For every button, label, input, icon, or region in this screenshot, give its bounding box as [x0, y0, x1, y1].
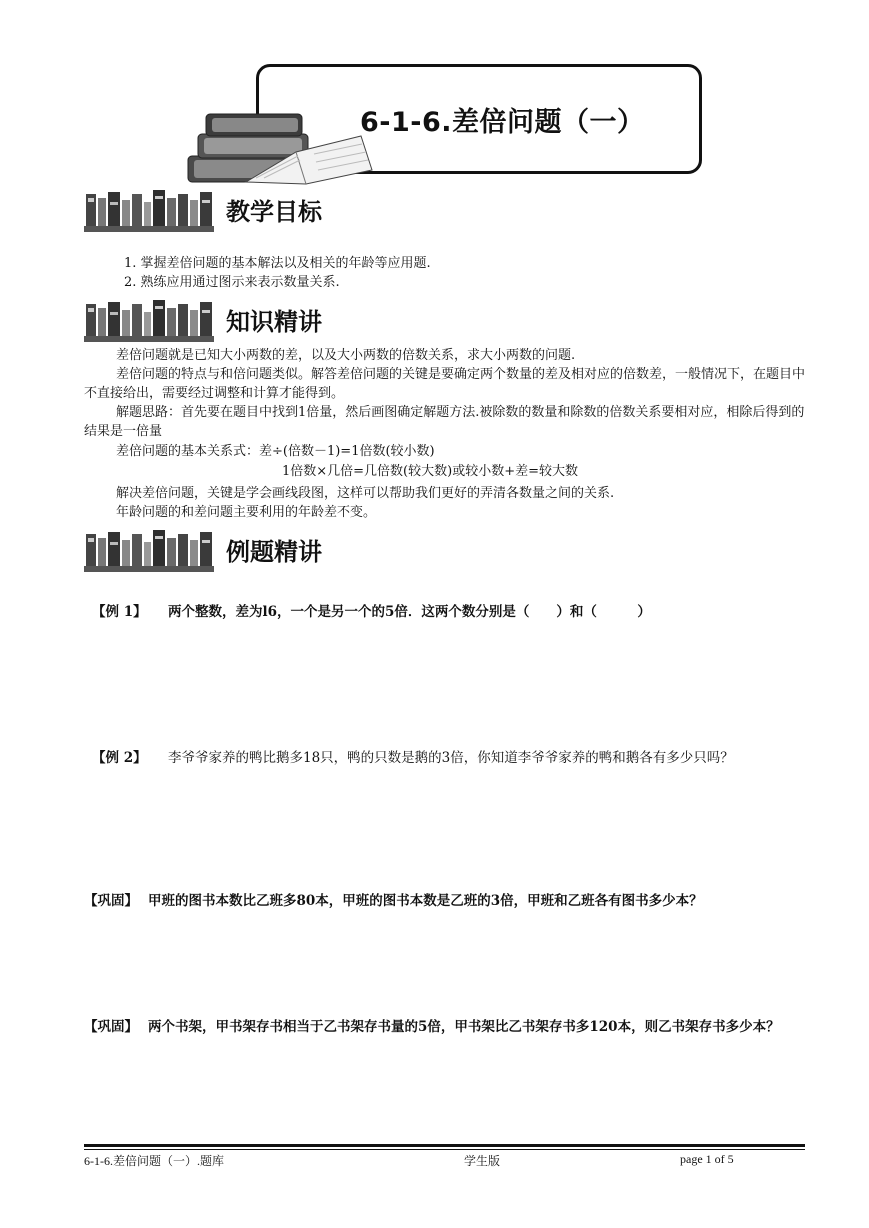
- section-header-goals: [84, 188, 384, 234]
- footer-page-number: page 1 of 5: [680, 1152, 734, 1166]
- formula-line: 差倍问题的基本关系式：差÷(倍数－1)=1倍数(较小数): [116, 444, 435, 459]
- books-shelf-icon: [84, 188, 216, 234]
- section-header-examples: [84, 528, 384, 574]
- formula-line: 1倍数×几倍=几倍数(较大数)或较小数+差=较大数: [282, 464, 578, 479]
- section-title-examples: 例题精讲: [226, 538, 322, 566]
- footer-center-text: 学生版: [464, 1154, 501, 1168]
- books-stack-icon: [186, 112, 376, 192]
- goal-item: 1. 掌握差倍问题的基本解法以及相关的年龄等应用题.: [124, 256, 431, 271]
- problem-tag: 【例 1】: [92, 604, 147, 620]
- goal-item: 2. 熟练应用通过图示来表示数量关系.: [124, 275, 340, 290]
- problem-text: 甲班的图书本数比乙班多80本，甲班的图书本数是乙班的3倍，甲班和乙班各有图书多少本？: [148, 893, 703, 909]
- page-title: 6-1-6.差倍问题（一）: [360, 107, 645, 138]
- section-title-goals: 教学目标: [226, 198, 322, 226]
- footer-rule: [84, 1144, 805, 1147]
- problem-text: 李爷爷家养的鸭比鹅多18只，鸭的只数是鹅的3倍，你知道李爷爷家养的鸭和鹅各有多少只吗？: [168, 750, 734, 766]
- problem-tag: 【巩固】: [84, 893, 138, 909]
- knowledge-paragraph: 年龄问题的和差问题主要利用的年龄差不变。: [116, 505, 377, 520]
- knowledge-paragraph: 解决差倍问题，关键是学会画线段图，这样可以帮助我们更好的弄清各数量之间的关系.: [116, 486, 615, 501]
- knowledge-paragraph: 解题思路：首先要在题目中找到1倍量，然后画图确定解题方法.被除数的数量和除数的倍数关系要相对应，相除后得到的结果是一倍量: [84, 405, 805, 439]
- books-shelf-icon: [84, 528, 216, 574]
- footer-left-text: 6-1-6.差倍问题（一）.题库: [84, 1154, 224, 1168]
- problem-text: 两个整数，差为l6，一个是另一个的5倍．这两个数分别是（ ）和（ ）: [168, 604, 651, 620]
- problem-tag: 【巩固】: [84, 1019, 138, 1035]
- section-title-knowledge: 知识精讲: [226, 308, 322, 336]
- problem-text: 两个书架，甲书架存书相当于乙书架存书量的5倍，甲书架比乙书架存书多120本，则乙书架存书多少本？: [148, 1019, 780, 1035]
- problem-tag: 【例 2】: [92, 750, 147, 766]
- section-header-knowledge: [84, 298, 384, 344]
- books-shelf-icon: [84, 298, 216, 344]
- knowledge-paragraph: 差倍问题的特点与和倍问题类似。解答差倍问题的关键是要确定两个数量的差及相对应的倍数差，一般情况下，在题目中不直接给出，需要经过调整和计算才能得到。: [84, 367, 806, 401]
- footer-rule: [84, 1149, 805, 1150]
- knowledge-paragraph: 差倍问题就是已知大小两数的差，以及大小两数的倍数关系，求大小两数的问题.: [116, 348, 576, 363]
